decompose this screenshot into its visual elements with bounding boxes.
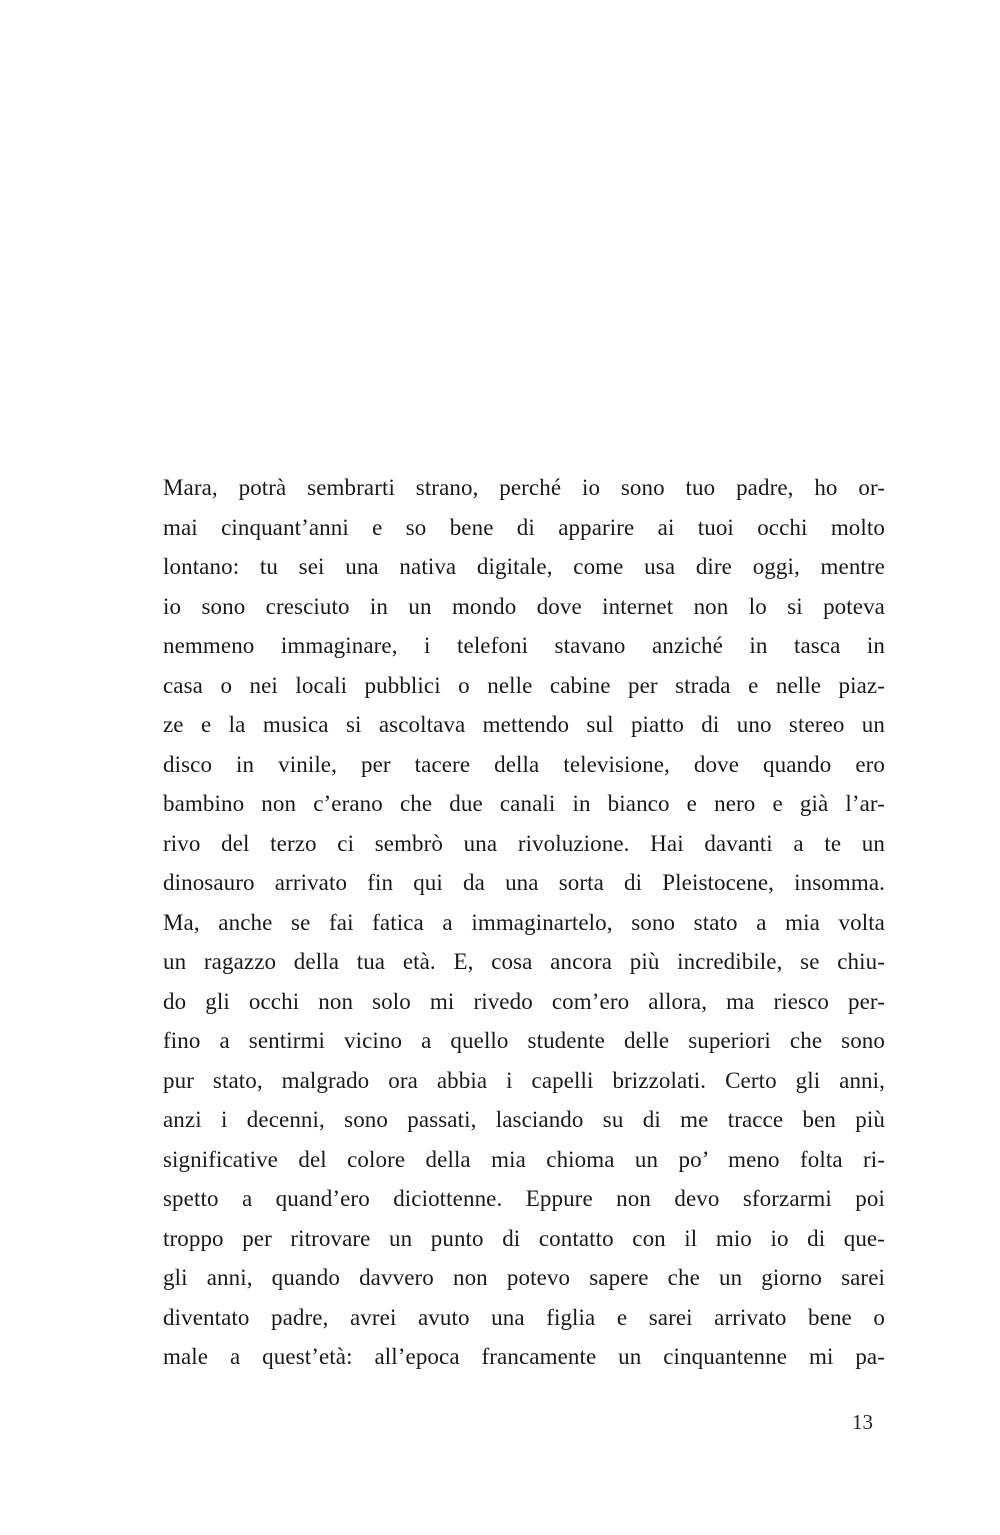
text-line: disco in vinile, per tacere della televisione, dove quando ero (163, 751, 885, 777)
text-line: pur stato, malgrado ora abbia i capelli brizzolati. Certo gli anni, (163, 1067, 885, 1093)
text-line: gli anni, quando davvero non potevo sapere che un giorno sarei (163, 1265, 885, 1290)
text-line: bambino non c’erano che due canali in bianco e nero e già l’ar- (163, 791, 885, 816)
text-line: significative del colore della mia chioma un po’ meno folta ri- (163, 1146, 885, 1172)
text-line: un ragazzo della tua età. E, cosa ancora più incredibile, se chiu- (163, 949, 885, 974)
text-line: troppo per ritrovare un punto di contatto con il mio io di que- (163, 1225, 885, 1251)
text-line: io sono cresciuto in un mondo dove internet non lo si poteva (163, 593, 885, 619)
text-line: Ma, anche se fai fatica a immaginartelo, sono stato a mia volta (163, 909, 885, 935)
text-line: nemmeno immaginare, i telefoni stavano anziché in tasca in (163, 633, 885, 658)
text-line: rivo del terzo ci sembrò una rivoluzione. Hai davanti a te un (163, 830, 885, 856)
text-line: casa o nei locali pubblici o nelle cabine per strada e nelle piaz- (163, 672, 885, 698)
text-line: male a quest’età: all’epoca francamente un cinquantenne mi pa- (163, 1344, 885, 1369)
body-text-block (163, 468, 885, 1377)
text-line: lontano: tu sei una nativa digitale, come usa dire oggi, mentre (163, 554, 885, 579)
text-line: spetto a quand’ero diciottenne. Eppure non devo sforzarmi poi (163, 1186, 885, 1211)
text-line: ze e la musica si ascoltava mettendo sul piatto di uno stereo un (163, 712, 885, 737)
text-line: mai cinquant’anni e so bene di apparire ai tuoi occhi molto (163, 514, 885, 540)
text-line: anzi i decenni, sono passati, lasciando su di me tracce ben più (163, 1107, 885, 1132)
text-line: Mara, potrà sembrarti strano, perché io sono tuo padre, ho or- (163, 475, 885, 500)
text-line: do gli occhi non solo mi rivedo com’ero allora, ma riesco per- (163, 988, 885, 1014)
text-line: fino a sentirmi vicino a quello studente delle superiori che sono (163, 1028, 885, 1053)
text-line: diventato padre, avrei avuto una figlia e sarei arrivato bene o (163, 1304, 885, 1330)
page-number: 13 (852, 1410, 873, 1434)
text-line: dinosauro arrivato fin qui da una sorta di Pleistocene, insomma. (163, 870, 885, 895)
